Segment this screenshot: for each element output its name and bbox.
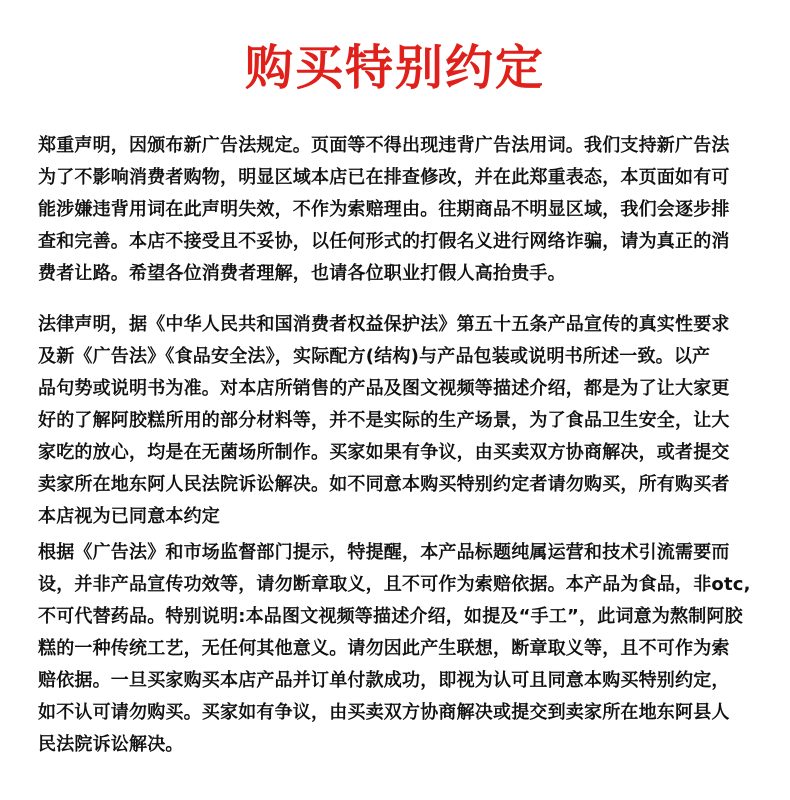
paragraph-line: 为了不影响消费者购物，明显区域本店已在排查修改，并在此郑重表态，本页面如有可: [38, 167, 730, 188]
paragraph-line: 赔依据。一旦买家购买本店产品并订单付款成功，即视为认可且同意本购买特别约定，: [38, 670, 730, 691]
paragraph-line: 郑重声明，因颁布新广告法规定。页面等不得出现违背广告法用词。我们支持新广告法: [38, 135, 730, 156]
paragraph-line: 能涉嫌违背用词在此声明失效，不作为索赔理由。往期商品不明显区域，我们会逐步排: [38, 199, 730, 220]
paragraph-line: 及新《广告法》《食品安全法》，实际配方(结构)与产品包装或说明书所述一致。以产: [38, 346, 711, 367]
paragraph-line: 卖家所在地东阿人民法院诉讼解决。如不同意本购买特别约定者请勿购买，所有购买者: [38, 474, 730, 495]
paragraph-line: 本店视为已同意本约定: [38, 506, 220, 527]
paragraph-line: 品句势或说明书为准。对本店所销售的产品及图文视频等描述介绍，都是为了让大家更: [38, 378, 730, 399]
disclaimer-paragraph-legal-statement: [38, 309, 760, 533]
paragraph-line: 费者让路。希望各位消费者理解，也请各位职业打假人高抬贵手。: [38, 263, 566, 284]
disclaimer-paragraph-advertising-law: [38, 130, 760, 290]
paragraph-line: 不可代替药品。特别说明:本品图文视频等描述介绍，如提及“手工”，此词意为熬制阿胶: [38, 606, 743, 627]
paragraph-line: 好的了解阿胶糕所用的部分材料等，并不是实际的生产场景，为了食品卫生安全，让大: [38, 410, 730, 431]
paragraph-line: 查和完善。本店不接受且不妥协，以任何形式的打假名义进行网络诈骗，请为真正的消: [38, 231, 730, 252]
paragraph-line: 民法院诉讼解决。: [38, 734, 184, 755]
paragraph-line: 法律声明，据《中华人民共和国消费者权益保护法》第五十五条产品宣传的真实性要求: [38, 314, 730, 335]
paragraph-line: 设，并非产品宣传功效等，请勿断章取义，且不可作为索赔依据。本产品为食品，非otc,: [38, 574, 751, 595]
paragraph-line: 如不认可请勿购买。买家如有争议，由买卖双方协商解决或提交到卖家所在地东阿县人: [38, 702, 730, 723]
paragraph-line: 根据《广告法》和市场监督部门提示，特提醒，本产品标题纯属运营和技术引流需要而: [38, 542, 730, 563]
page-title: 购买特别约定: [244, 40, 545, 96]
paragraph-line: 家吃的放心，均是在无菌场所制作。买家如果有争议，由买卖双方协商解决，或者提交: [38, 442, 730, 463]
paragraph-line: 糕的一种传统工艺，无任何其他意义。请勿因此产生联想，断章取义等，且不可作为索: [38, 638, 730, 659]
disclaimer-paragraph-market-supervision: [38, 537, 760, 761]
